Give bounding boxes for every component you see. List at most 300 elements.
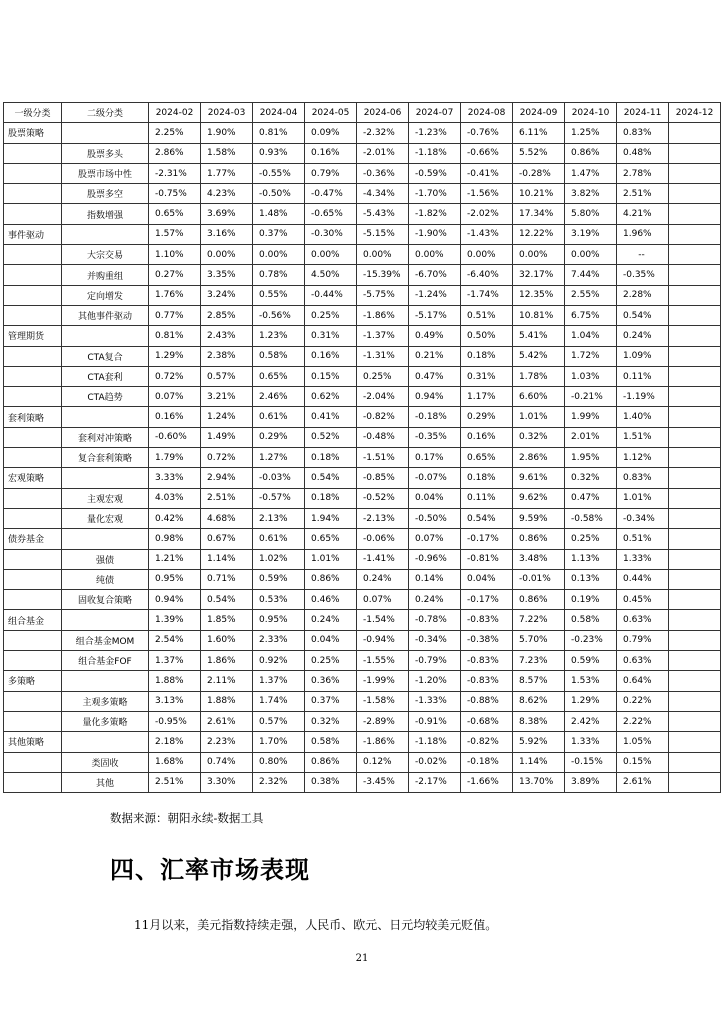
return-value-cell <box>669 387 721 407</box>
return-value-cell: 32.17% <box>513 265 565 285</box>
return-value-cell: 0.07% <box>357 590 409 610</box>
return-value-cell: 0.00% <box>461 245 513 265</box>
return-value-cell: 1.37% <box>149 651 201 671</box>
secondary-category-cell <box>62 529 149 549</box>
return-value-cell: 0.22% <box>617 691 669 711</box>
column-header: 2024-06 <box>357 103 409 123</box>
secondary-category-cell: 类固收 <box>62 752 149 772</box>
return-value-cell: 1.13% <box>565 549 617 569</box>
return-value-cell: 1.58% <box>201 143 253 163</box>
table-row <box>4 610 721 630</box>
secondary-category-cell: 组合基金FOF <box>62 651 149 671</box>
return-value-cell: 0.51% <box>617 529 669 549</box>
table-row <box>4 651 721 671</box>
table-row <box>4 123 721 143</box>
return-value-cell: 1.17% <box>461 387 513 407</box>
return-value-cell: -0.48% <box>357 427 409 447</box>
return-value-cell <box>669 285 721 305</box>
primary-category-cell <box>4 346 62 366</box>
return-value-cell: 2.25% <box>149 123 201 143</box>
table-row <box>4 448 721 468</box>
table-row <box>4 671 721 691</box>
column-header: 2024-04 <box>253 103 305 123</box>
return-value-cell <box>669 529 721 549</box>
return-value-cell: 2.28% <box>617 285 669 305</box>
return-value-cell: 1.77% <box>201 163 253 183</box>
return-value-cell: 0.42% <box>149 508 201 528</box>
return-value-cell: -1.41% <box>357 549 409 569</box>
return-value-cell: 1.01% <box>617 488 669 508</box>
return-value-cell: 0.59% <box>565 651 617 671</box>
return-value-cell: 0.29% <box>253 427 305 447</box>
return-value-cell: 0.63% <box>617 610 669 630</box>
return-value-cell: 1.60% <box>201 630 253 650</box>
table-row <box>4 590 721 610</box>
column-header: 2024-05 <box>305 103 357 123</box>
return-value-cell: 1.03% <box>565 366 617 386</box>
primary-category-cell <box>4 285 62 305</box>
return-value-cell: 7.22% <box>513 610 565 630</box>
return-value-cell: -- <box>617 245 669 265</box>
return-value-cell: 1.70% <box>253 732 305 752</box>
primary-category-cell <box>4 549 62 569</box>
return-value-cell: 2.54% <box>149 630 201 650</box>
return-value-cell: -0.96% <box>409 549 461 569</box>
return-value-cell: 0.86% <box>513 590 565 610</box>
return-value-cell: 0.93% <box>253 143 305 163</box>
return-value-cell: 12.22% <box>513 224 565 244</box>
return-value-cell: -0.78% <box>409 610 461 630</box>
return-value-cell: -3.45% <box>357 772 409 792</box>
return-value-cell: -0.34% <box>617 508 669 528</box>
return-value-cell: 0.25% <box>305 651 357 671</box>
return-value-cell: 0.57% <box>253 711 305 731</box>
return-value-cell: 0.29% <box>461 407 513 427</box>
return-value-cell: 0.32% <box>305 711 357 731</box>
table-row <box>4 630 721 650</box>
return-value-cell: -0.50% <box>253 184 305 204</box>
return-value-cell: 1.39% <box>149 610 201 630</box>
primary-category-cell <box>4 184 62 204</box>
table-row <box>4 691 721 711</box>
return-value-cell: -1.54% <box>357 610 409 630</box>
return-value-cell: -2.31% <box>149 163 201 183</box>
secondary-category-cell: 定向增发 <box>62 285 149 305</box>
return-value-cell: 1.12% <box>617 448 669 468</box>
return-value-cell: -0.82% <box>461 732 513 752</box>
return-value-cell: 0.47% <box>409 366 461 386</box>
return-value-cell: 0.83% <box>617 123 669 143</box>
return-value-cell: 0.51% <box>461 305 513 325</box>
primary-category-cell <box>4 651 62 671</box>
primary-category-cell <box>4 488 62 508</box>
return-value-cell: 1.94% <box>305 508 357 528</box>
return-value-cell: 1.05% <box>617 732 669 752</box>
return-value-cell: -0.68% <box>461 711 513 731</box>
return-value-cell <box>669 305 721 325</box>
return-value-cell: 1.29% <box>149 346 201 366</box>
data-source-note: 数据来源：朝阳永续-数据工具 <box>110 811 264 825</box>
return-value-cell: 0.86% <box>565 143 617 163</box>
return-value-cell: -0.44% <box>305 285 357 305</box>
secondary-category-cell: 量化多策略 <box>62 711 149 731</box>
return-value-cell: 0.81% <box>149 326 201 346</box>
return-value-cell: 1.02% <box>253 549 305 569</box>
return-value-cell: 1.88% <box>149 671 201 691</box>
return-value-cell: 1.21% <box>149 549 201 569</box>
return-value-cell: -0.23% <box>565 630 617 650</box>
return-value-cell: 5.42% <box>513 346 565 366</box>
return-value-cell: 0.80% <box>253 752 305 772</box>
primary-category-cell <box>4 427 62 447</box>
return-value-cell: 0.18% <box>461 468 513 488</box>
return-value-cell: -0.15% <box>565 752 617 772</box>
table-row <box>4 326 721 346</box>
return-value-cell: -0.58% <box>565 508 617 528</box>
return-value-cell: 0.65% <box>253 366 305 386</box>
table-row <box>4 407 721 427</box>
primary-category-cell: 管理期货 <box>4 326 62 346</box>
secondary-category-cell <box>62 224 149 244</box>
return-value-cell: -0.55% <box>253 163 305 183</box>
return-value-cell: -0.95% <box>149 711 201 731</box>
primary-category-cell <box>4 448 62 468</box>
secondary-category-cell: 固收复合策略 <box>62 590 149 610</box>
table-row <box>4 184 721 204</box>
return-value-cell: 3.21% <box>201 387 253 407</box>
return-value-cell: -15.39% <box>357 265 409 285</box>
secondary-category-cell: 套利对冲策略 <box>62 427 149 447</box>
return-value-cell: 1.79% <box>149 448 201 468</box>
return-value-cell: -0.06% <box>357 529 409 549</box>
return-value-cell: 0.58% <box>253 346 305 366</box>
return-value-cell: -0.17% <box>461 590 513 610</box>
return-value-cell <box>669 772 721 792</box>
return-value-cell <box>669 224 721 244</box>
return-value-cell: -0.30% <box>305 224 357 244</box>
secondary-category-cell <box>62 732 149 752</box>
return-value-cell: -0.66% <box>461 143 513 163</box>
primary-category-cell <box>4 387 62 407</box>
table-header-row <box>4 103 721 123</box>
return-value-cell: 6.60% <box>513 387 565 407</box>
return-value-cell: -5.75% <box>357 285 409 305</box>
return-value-cell: 0.15% <box>305 366 357 386</box>
return-value-cell: -0.50% <box>409 508 461 528</box>
return-value-cell: 1.01% <box>513 407 565 427</box>
return-value-cell: 0.09% <box>305 123 357 143</box>
return-value-cell: 4.50% <box>305 265 357 285</box>
return-value-cell: 0.62% <box>305 387 357 407</box>
return-value-cell: 0.12% <box>357 752 409 772</box>
secondary-category-cell: CTA复合 <box>62 346 149 366</box>
return-value-cell: 0.04% <box>461 569 513 589</box>
return-value-cell: 0.15% <box>617 752 669 772</box>
secondary-category-cell <box>62 123 149 143</box>
return-value-cell: 0.19% <box>565 590 617 610</box>
return-value-cell: 0.16% <box>305 346 357 366</box>
secondary-category-cell: 主观宏观 <box>62 488 149 508</box>
return-value-cell: -0.36% <box>357 163 409 183</box>
return-value-cell: 5.52% <box>513 143 565 163</box>
return-value-cell: 0.36% <box>305 671 357 691</box>
return-value-cell: 1.85% <box>201 610 253 630</box>
return-value-cell: 2.18% <box>149 732 201 752</box>
table-row <box>4 265 721 285</box>
return-value-cell: -0.03% <box>253 468 305 488</box>
return-value-cell <box>669 630 721 650</box>
return-value-cell: -0.76% <box>461 123 513 143</box>
return-value-cell: 1.27% <box>253 448 305 468</box>
return-value-cell: -0.83% <box>461 610 513 630</box>
return-value-cell: 1.57% <box>149 224 201 244</box>
return-value-cell: -0.34% <box>409 630 461 650</box>
return-value-cell: -0.88% <box>461 691 513 711</box>
return-value-cell: 1.33% <box>617 549 669 569</box>
return-value-cell: 0.81% <box>253 123 305 143</box>
table-row <box>4 245 721 265</box>
return-value-cell: -1.18% <box>409 143 461 163</box>
return-value-cell <box>669 691 721 711</box>
secondary-category-cell <box>62 468 149 488</box>
return-value-cell: -1.86% <box>357 732 409 752</box>
return-value-cell: 6.11% <box>513 123 565 143</box>
secondary-category-cell: 其他事件驱动 <box>62 305 149 325</box>
return-value-cell: 2.55% <box>565 285 617 305</box>
return-value-cell: -1.82% <box>409 204 461 224</box>
return-value-cell: 2.01% <box>565 427 617 447</box>
return-value-cell: 3.82% <box>565 184 617 204</box>
primary-category-cell <box>4 508 62 528</box>
table-row <box>4 366 721 386</box>
return-value-cell: -0.35% <box>409 427 461 447</box>
return-value-cell: 10.21% <box>513 184 565 204</box>
return-value-cell: -0.18% <box>461 752 513 772</box>
table-row <box>4 468 721 488</box>
return-value-cell: 5.80% <box>565 204 617 224</box>
return-value-cell <box>669 651 721 671</box>
return-value-cell: 1.86% <box>201 651 253 671</box>
return-value-cell: 3.19% <box>565 224 617 244</box>
return-value-cell: 1.14% <box>201 549 253 569</box>
return-value-cell: 0.57% <box>201 366 253 386</box>
return-value-cell: 0.59% <box>253 569 305 589</box>
section-heading: 四、汇率市场表现 <box>110 855 310 884</box>
return-value-cell: 0.61% <box>253 407 305 427</box>
return-value-cell: 7.44% <box>565 265 617 285</box>
return-value-cell: 0.31% <box>461 366 513 386</box>
return-value-cell: 0.94% <box>409 387 461 407</box>
return-value-cell: -2.01% <box>357 143 409 163</box>
return-value-cell: -0.83% <box>461 671 513 691</box>
column-header: 2024-10 <box>565 103 617 123</box>
return-value-cell <box>669 590 721 610</box>
table-row <box>4 772 721 792</box>
return-value-cell: 0.16% <box>305 143 357 163</box>
return-value-cell: 0.49% <box>409 326 461 346</box>
return-value-cell: 0.54% <box>461 508 513 528</box>
return-value-cell <box>669 204 721 224</box>
return-value-cell: 2.11% <box>201 671 253 691</box>
return-value-cell: -0.65% <box>305 204 357 224</box>
return-value-cell: 0.25% <box>357 366 409 386</box>
return-value-cell: 0.64% <box>617 671 669 691</box>
return-value-cell: 12.35% <box>513 285 565 305</box>
return-value-cell: -0.52% <box>357 488 409 508</box>
return-value-cell: 0.53% <box>253 590 305 610</box>
primary-category-cell: 债券基金 <box>4 529 62 549</box>
secondary-category-cell: CTA套利 <box>62 366 149 386</box>
return-value-cell: -0.07% <box>409 468 461 488</box>
return-value-cell: 0.13% <box>565 569 617 589</box>
return-value-cell: -2.32% <box>357 123 409 143</box>
return-value-cell: -5.15% <box>357 224 409 244</box>
return-value-cell: 0.65% <box>149 204 201 224</box>
table-row <box>4 387 721 407</box>
secondary-category-cell <box>62 326 149 346</box>
return-value-cell: 0.00% <box>201 245 253 265</box>
column-header: 二级分类 <box>62 103 149 123</box>
return-value-cell <box>669 569 721 589</box>
return-value-cell: -1.31% <box>357 346 409 366</box>
return-value-cell: 3.33% <box>149 468 201 488</box>
return-value-cell: 1.51% <box>617 427 669 447</box>
primary-category-cell <box>4 366 62 386</box>
return-value-cell: 0.95% <box>149 569 201 589</box>
strategy-performance-table <box>3 102 721 793</box>
return-value-cell: -0.60% <box>149 427 201 447</box>
secondary-category-cell: 并购重组 <box>62 265 149 285</box>
return-value-cell: -0.81% <box>461 549 513 569</box>
return-value-cell: 0.21% <box>409 346 461 366</box>
return-value-cell: 2.61% <box>201 711 253 731</box>
return-value-cell: 4.21% <box>617 204 669 224</box>
primary-category-cell <box>4 245 62 265</box>
return-value-cell: 3.48% <box>513 549 565 569</box>
return-value-cell: -2.89% <box>357 711 409 731</box>
table-row <box>4 427 721 447</box>
return-value-cell: 2.38% <box>201 346 253 366</box>
return-value-cell: 0.38% <box>305 772 357 792</box>
return-value-cell: -0.57% <box>253 488 305 508</box>
column-header: 2024-07 <box>409 103 461 123</box>
return-value-cell: 0.04% <box>305 630 357 650</box>
primary-category-cell <box>4 569 62 589</box>
column-header: 2024-11 <box>617 103 669 123</box>
return-value-cell <box>669 245 721 265</box>
return-value-cell: 2.23% <box>201 732 253 752</box>
secondary-category-cell: 纯债 <box>62 569 149 589</box>
return-value-cell: -1.66% <box>461 772 513 792</box>
return-value-cell: 0.86% <box>305 752 357 772</box>
table-row <box>4 752 721 772</box>
secondary-category-cell: 指数增强 <box>62 204 149 224</box>
return-value-cell: -0.01% <box>513 569 565 589</box>
return-value-cell: 1.40% <box>617 407 669 427</box>
return-value-cell: -1.55% <box>357 651 409 671</box>
return-value-cell: -1.86% <box>357 305 409 325</box>
return-value-cell: -1.56% <box>461 184 513 204</box>
return-value-cell: 0.65% <box>461 448 513 468</box>
table-row <box>4 508 721 528</box>
return-value-cell: 2.86% <box>149 143 201 163</box>
return-value-cell: 0.00% <box>409 245 461 265</box>
primary-category-cell: 其他策略 <box>4 732 62 752</box>
return-value-cell: 3.89% <box>565 772 617 792</box>
return-value-cell: -1.23% <box>409 123 461 143</box>
return-value-cell: -2.02% <box>461 204 513 224</box>
return-value-cell: 1.99% <box>565 407 617 427</box>
return-value-cell <box>669 326 721 346</box>
return-value-cell: 9.62% <box>513 488 565 508</box>
primary-category-cell <box>4 590 62 610</box>
return-value-cell: 2.94% <box>201 468 253 488</box>
return-value-cell: 2.33% <box>253 630 305 650</box>
return-value-cell: 1.78% <box>513 366 565 386</box>
primary-category-cell: 股票策略 <box>4 123 62 143</box>
return-value-cell: 0.65% <box>305 529 357 549</box>
column-header: 2024-03 <box>201 103 253 123</box>
return-value-cell: 1.09% <box>617 346 669 366</box>
return-value-cell <box>669 508 721 528</box>
primary-category-cell <box>4 711 62 731</box>
return-value-cell: 3.24% <box>201 285 253 305</box>
return-value-cell: -0.41% <box>461 163 513 183</box>
return-value-cell: 0.72% <box>201 448 253 468</box>
return-value-cell: -1.20% <box>409 671 461 691</box>
return-value-cell: 1.23% <box>253 326 305 346</box>
return-value-cell <box>669 448 721 468</box>
table-row <box>4 711 721 731</box>
return-value-cell: 0.00% <box>357 245 409 265</box>
return-value-cell: 0.24% <box>357 569 409 589</box>
return-value-cell: -2.17% <box>409 772 461 792</box>
table-row <box>4 549 721 569</box>
table-body <box>4 123 721 793</box>
return-value-cell: 0.32% <box>513 427 565 447</box>
return-value-cell: 0.63% <box>617 651 669 671</box>
return-value-cell <box>669 123 721 143</box>
return-value-cell: 1.68% <box>149 752 201 772</box>
return-value-cell: -5.17% <box>409 305 461 325</box>
return-value-cell <box>669 407 721 427</box>
secondary-category-cell: CTA趋势 <box>62 387 149 407</box>
return-value-cell: 7.23% <box>513 651 565 671</box>
primary-category-cell <box>4 630 62 650</box>
return-value-cell: 0.50% <box>461 326 513 346</box>
return-value-cell: -0.75% <box>149 184 201 204</box>
primary-category-cell <box>4 143 62 163</box>
return-value-cell: 2.13% <box>253 508 305 528</box>
return-value-cell: 0.78% <box>253 265 305 285</box>
return-value-cell: 0.17% <box>409 448 461 468</box>
return-value-cell: -0.59% <box>409 163 461 183</box>
return-value-cell: -0.21% <box>565 387 617 407</box>
return-value-cell: -1.58% <box>357 691 409 711</box>
return-value-cell: -1.19% <box>617 387 669 407</box>
return-value-cell: 0.16% <box>461 427 513 447</box>
return-value-cell: 0.44% <box>617 569 669 589</box>
primary-category-cell <box>4 265 62 285</box>
return-value-cell: -2.13% <box>357 508 409 528</box>
return-value-cell: 0.94% <box>149 590 201 610</box>
return-value-cell <box>669 265 721 285</box>
return-value-cell <box>669 732 721 752</box>
return-value-cell: 2.85% <box>201 305 253 325</box>
return-value-cell: -0.18% <box>409 407 461 427</box>
return-value-cell <box>669 366 721 386</box>
return-value-cell: 2.43% <box>201 326 253 346</box>
